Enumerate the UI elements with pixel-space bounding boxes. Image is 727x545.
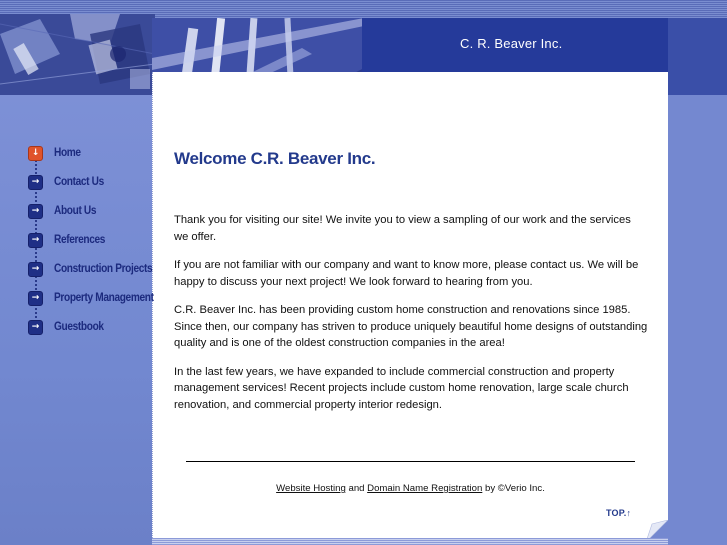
footer-verio-text: by ©Verio Inc.	[482, 483, 545, 494]
header-band-right	[668, 18, 727, 95]
footer-credits	[186, 483, 635, 494]
nav-item-label: Property Management	[54, 292, 154, 304]
page-title: Welcome C.R. Beaver Inc.	[174, 149, 376, 168]
footer-and-text: and	[345, 483, 368, 494]
arrow-right-icon: →	[28, 262, 43, 277]
main-content	[174, 212, 648, 425]
back-to-top-link[interactable]: TOP.↑	[606, 508, 632, 518]
nav-item-construction-projects[interactable]	[28, 261, 166, 277]
header-curve	[152, 72, 364, 118]
contact-paragraph: If you are not familiar with our company and want to know more, please contact us. We will be happy to discuss your next project! We look forward to hearing from you.	[174, 259, 639, 288]
nav-item-label: Home	[54, 147, 81, 159]
domain-registration-link[interactable]: Domain Name Registration	[367, 483, 483, 494]
arrow-right-icon: →	[28, 291, 43, 306]
nav-item-label: Guestbook	[54, 321, 104, 333]
services-paragraph: In the last few years, we have expanded to include commercial construction and property management services! Recent projects include custom home renovation, large scale church renovation, and commercial property interior redesign.	[174, 365, 629, 411]
website-hosting-link[interactable]: Website Hosting	[276, 483, 346, 494]
arrow-right-icon: →	[28, 320, 43, 335]
intro-paragraph: Thank you for visiting our site! We invite you to view a sampling of our work and the services we offer.	[174, 214, 631, 243]
nav-item-guestbook[interactable]	[28, 319, 110, 335]
right-background	[668, 95, 727, 545]
nav-item-references[interactable]	[28, 232, 112, 248]
nav-item-contact-us[interactable]	[28, 174, 111, 190]
nav-item-label: Construction Projects	[54, 263, 153, 275]
arrow-right-icon: →	[28, 233, 43, 248]
arrow-right-icon: →	[28, 204, 43, 219]
footer-divider	[186, 461, 635, 462]
arrow-down-icon: ↓	[28, 146, 43, 161]
nav-item-label: Contact Us	[54, 176, 104, 188]
header-photo-blueprints	[0, 14, 155, 95]
site-title: C. R. Beaver Inc.	[460, 36, 563, 51]
nav-item-home[interactable]	[28, 145, 84, 161]
bottom-stripe	[152, 538, 668, 545]
nav-item-label: References	[54, 234, 106, 246]
nav-item-label: About Us	[54, 205, 97, 217]
nav-item-property-management[interactable]	[28, 290, 167, 306]
history-paragraph: C.R. Beaver Inc. has been providing custom home construction and renovations since 1985. Since then, our company has striven to produce uniquely beautiful home designs of outstanding quality and is one of the oldest construction companies in the area!	[174, 304, 648, 349]
arrow-right-icon: →	[28, 175, 43, 190]
nav-item-about-us[interactable]	[28, 203, 102, 219]
